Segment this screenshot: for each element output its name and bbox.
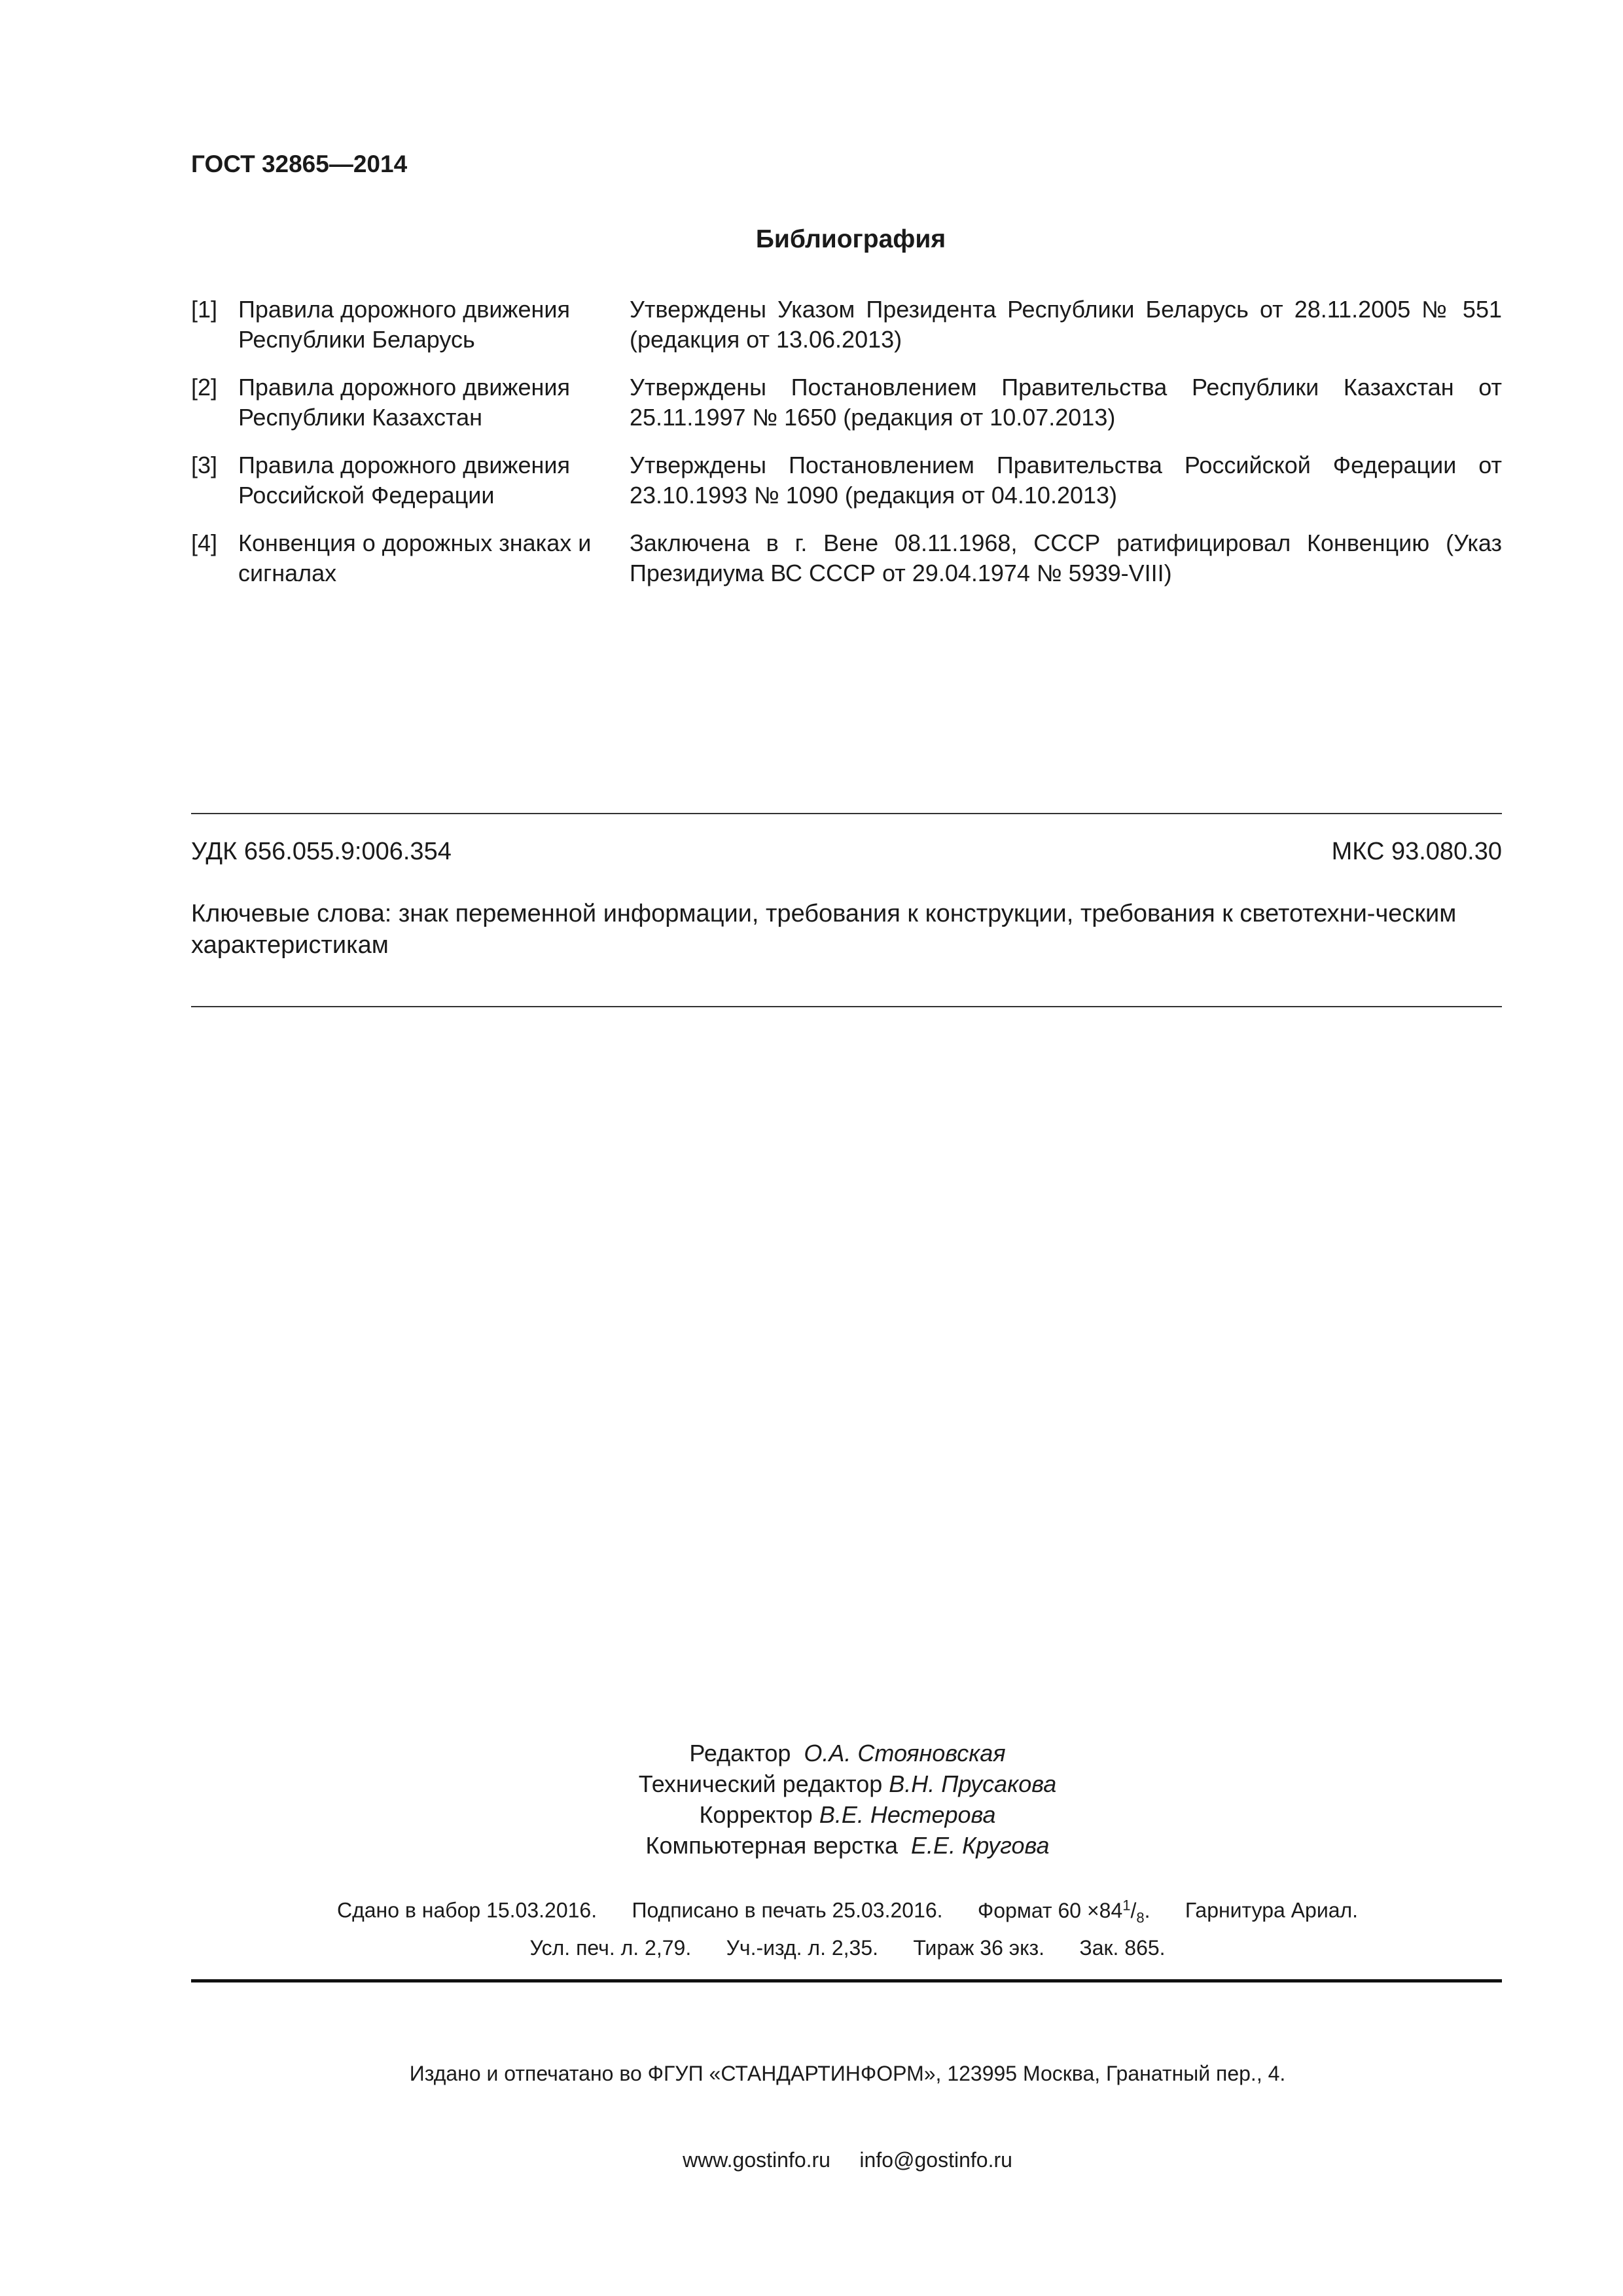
bibliography-item-description: Заключена в г. Вене 08.11.1968, СССР ратифицировал Конвенцию (Указ Президиума ВС СССР от 29.04.1974 № 5939-VIII) [630, 529, 1502, 586]
corrector-name: В.Е. Нестерова [819, 1801, 996, 1828]
print-sheets: Усл. печ. л. 2,79. [529, 1936, 692, 1960]
publication-line-2 [0, 1936, 1623, 1960]
bibliography-item-name: Правила дорожного движения Республики Казахстан [238, 374, 571, 431]
signed-date: Подписано в печать 25.03.2016. [632, 1898, 943, 1922]
bibliography-item-number: [1] [191, 296, 218, 323]
bibliography-item-number: [3] [191, 452, 218, 478]
tech-editor-label: Технический редактор [638, 1770, 883, 1797]
publisher-info: Издано и отпечатано во ФГУП «СТАНДАРТИНФОРМ», 123995 Москва, Гранатный пер., 4. [409, 2062, 1286, 2085]
standard-code: ГОСТ 32865—2014 [191, 151, 408, 177]
tech-editor-name: В.Н. Прусакова [889, 1770, 1057, 1797]
order-number: Зак. 865. [1079, 1936, 1166, 1960]
divider [191, 1006, 1502, 1007]
layout-name: Е.Е. Кругова [911, 1832, 1050, 1859]
submitted-date: Сдано в набор 15.03.2016. [336, 1898, 597, 1922]
bibliography-item-number: [2] [191, 374, 218, 401]
footer [0, 2001, 1623, 2203]
corrector-line [0, 1799, 1623, 1830]
udk-code: УДК 656.055.9:006.354 [191, 838, 452, 865]
bibliography-item-name: Правила дорожного движения Республики Беларусь [238, 296, 571, 353]
editor-label: Редактор [689, 1740, 791, 1767]
website-link[interactable]: www.gostinfo.ru [683, 2148, 830, 2172]
bibliography-item-name: Конвенция о дорожных знаках и сигналах [238, 529, 592, 586]
bibliography-item-description: Утверждены Указом Президента Республики Беларусь от 28.11.2005 № 551 (редакция от 13.06.2013) [630, 296, 1502, 353]
circulation: Тираж 36 экз. [913, 1936, 1045, 1960]
publisher-sheets: Уч.-изд. л. 2,35. [726, 1936, 879, 1960]
bibliography-item-name: Правила дорожного движения Российской Федерации [238, 452, 571, 509]
corrector-label: Корректор [699, 1801, 813, 1828]
divider [191, 813, 1502, 814]
bibliography-item-number: [4] [191, 529, 218, 556]
email-link[interactable]: info@gostinfo.ru [859, 2148, 1012, 2172]
format-subscript: 8 [1136, 1909, 1145, 1926]
publication-line-1 [0, 1897, 1623, 1926]
editor-name: О.А. Стояновская [804, 1740, 1006, 1767]
tech-editor-line [0, 1768, 1623, 1799]
typeface: Гарнитура Ариал. [1185, 1898, 1359, 1922]
format-superscript: 1 [1122, 1897, 1131, 1913]
layout-line [0, 1830, 1623, 1861]
paper-format: Формат $60 \times 84^1/_8$. [977, 1897, 1150, 1926]
credits-block [0, 1738, 1623, 1861]
bibliography-title: Библиография [755, 225, 946, 253]
mks-code: МКС 93.080.30 [1331, 838, 1502, 865]
keywords: Ключевые слова: знак переменной информации, требования к конструкции, требования к светотехни-ческим характеристикам [191, 900, 1457, 959]
contacts [0, 2145, 1623, 2174]
layout-label: Компьютерная верстка [645, 1832, 899, 1859]
editor-line [0, 1738, 1623, 1768]
bibliography-item-description: Утверждены Постановлением Правительства Российской Федерации от 23.10.1993 № 1090 (редакция от 04.10.2013) [630, 452, 1502, 509]
footer-divider [191, 1979, 1502, 1982]
bibliography-item-description: Утверждены Постановлением Правительства Республики Казахстан от 25.11.1997 № 1650 (редакция от 10.07.2013) [630, 374, 1502, 431]
